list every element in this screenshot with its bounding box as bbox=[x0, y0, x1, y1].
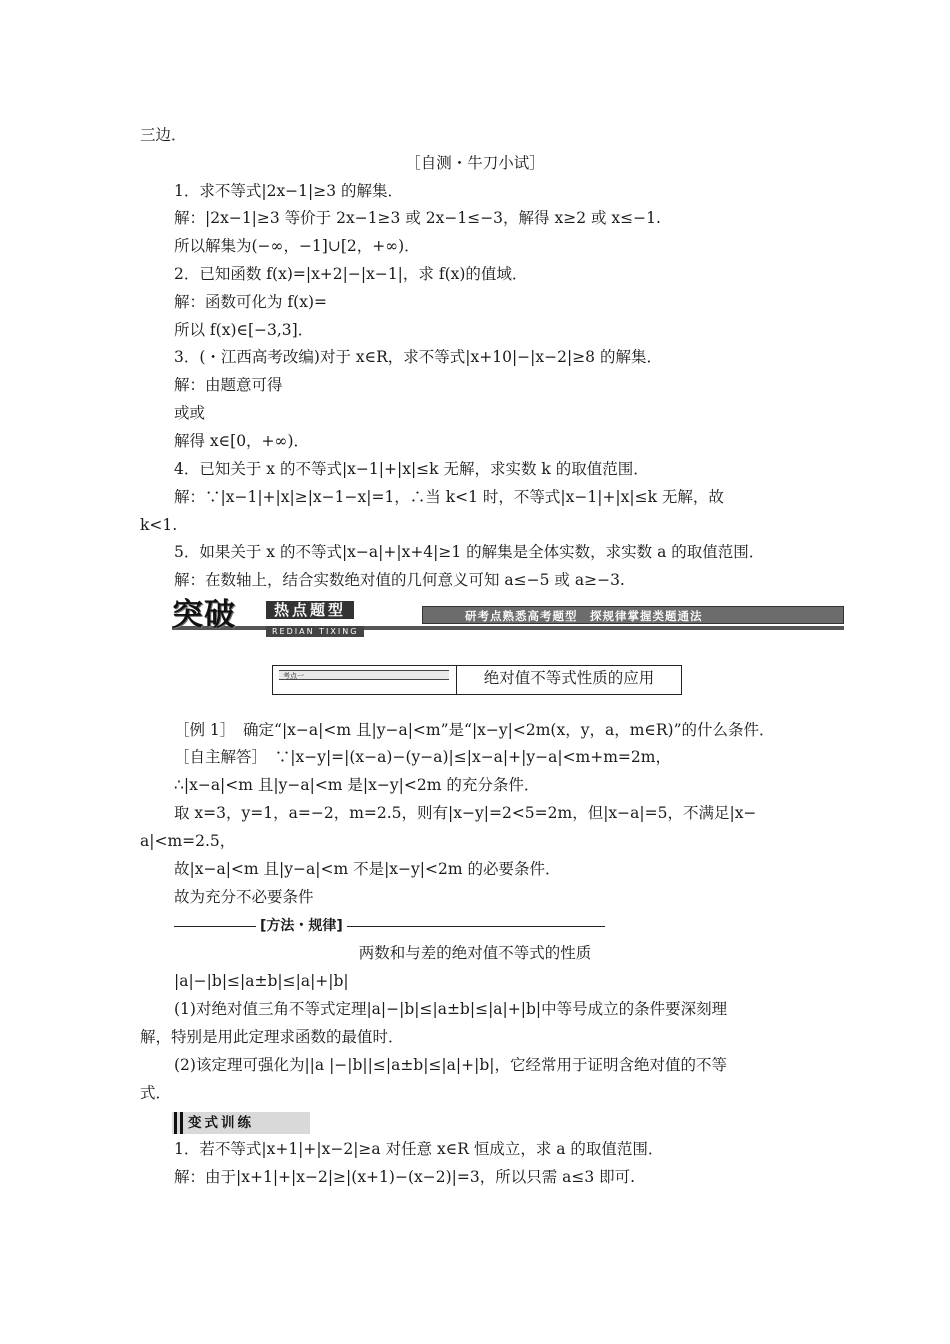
problem-4: 4．已知关于 x 的不等式|x−1|+|x|≤k 无解，求实数 k 的取值范围． bbox=[174, 460, 649, 478]
banner-slogan: 研考点熟悉高考题型 探规律掌握类题通法 bbox=[422, 606, 844, 624]
method-point-1-cont: 解，特别是用此定理求函数的最值时． bbox=[140, 1028, 404, 1046]
banner-title-wrap bbox=[172, 598, 236, 632]
variant-training-label: 变式训练 bbox=[188, 1115, 254, 1131]
method-title: 两数和与差的绝对值不等式的性质 bbox=[358, 944, 592, 962]
solution-2: 解：函数可化为 f(x)= bbox=[174, 293, 327, 311]
method-point-2-cont: 式． bbox=[140, 1084, 172, 1102]
section-heading-self-test: ［自测・牛刀小试］ bbox=[405, 154, 545, 172]
solution-3-result: 解得 x∈[0，+∞)． bbox=[174, 432, 309, 450]
example-1-conclusion: 故为充分不必要条件 bbox=[174, 888, 314, 906]
example-1-answer-4: a|<m=2.5， bbox=[140, 832, 236, 850]
example-1-answer-2: ∴|x−a|<m 且|y−a|<m 是|x−y|<2m 的充分条件． bbox=[174, 776, 540, 794]
variant-solution-1: 解：由于|x+1|+|x−2|≥|(x+1)−(x−2)|=3，所以只需 a≤3 即可. bbox=[174, 1168, 636, 1186]
method-formula: |a|−|b|≤|a±b|≤|a|+|b| bbox=[174, 972, 349, 990]
solution-4-cont: k<1. bbox=[140, 516, 178, 534]
topic-title: 绝对值不等式性质的应用 bbox=[483, 669, 655, 687]
problem-2: 2．已知函数 f(x)=|x+2|−|x−1|，求 f(x)的值域． bbox=[174, 265, 528, 283]
rule-right bbox=[347, 926, 605, 927]
topic-box bbox=[272, 665, 682, 695]
solution-1: 解：|2x−1|≥3 等价于 2x−1≥3 或 2x−1≤−3，解得 x≥2 或 x≤−1. bbox=[174, 209, 661, 227]
solution-1-cont: 所以解集为(−∞，−1]∪[2，+∞)． bbox=[174, 237, 420, 255]
section-banner bbox=[172, 597, 844, 636]
problem-5: 5．如果关于 x 的不等式|x−a|+|x+4|≥1 的解集是全体实数，求实数 a 的取值范围． bbox=[174, 543, 765, 561]
variant-problem-1: 1．若不等式|x+1|+|x−2|≥a 对任意 x∈R 恒成立，求 a 的取值范围． bbox=[174, 1140, 664, 1158]
example-1-answer-5: 故|x−a|<m 且|y−a|<m 不是|x−y|<2m 的必要条件． bbox=[174, 860, 561, 878]
rule-left bbox=[174, 926, 256, 927]
method-point-2: (2)该定理可强化为||a |−|b||≤|a±b|≤|a|+|b|，它经常用于证明含绝对值的不等 bbox=[174, 1056, 727, 1074]
variant-training-header bbox=[172, 1112, 310, 1134]
solution-2-cont: 所以 f(x)∈[−3,3]． bbox=[174, 321, 314, 339]
solution-3: 解：由题意可得 bbox=[174, 376, 283, 394]
example-1: ［例 1］ 确定“|x−a|<m 且|y−a|<m”是“|x−y|<2m(x，y，a，m∈R)”的什么条件． bbox=[174, 721, 775, 739]
method-label: [方法・规律] bbox=[260, 918, 343, 934]
problem-3: 3．(・江西高考改编)对于 x∈R，求不等式|x+10|−|x−2|≥8 的解集． bbox=[174, 348, 662, 366]
example-1-answer-3: 取 x=3，y=1，a=−2，m=2.5，则有|x−y|=2<5=2m，但|x−a|=5，不满足|x− bbox=[174, 804, 757, 822]
banner-title: 突破 bbox=[172, 597, 236, 633]
topic-tag: 考点一 bbox=[279, 670, 449, 680]
banner-subtitle-en: REDIAN TIXING bbox=[266, 626, 364, 637]
example-1-answer: ［自主解答］ ∵|x−y|=|(x−a)−(y−a)|≤|x−a|+|y−a|<m+m=2m， bbox=[174, 748, 671, 766]
solution-5: 解：在数轴上，结合实数绝对值的几何意义可知 a≤−5 或 a≥−3. bbox=[174, 571, 625, 589]
method-heading bbox=[174, 916, 605, 936]
banner-subtitle bbox=[266, 600, 421, 638]
text-line: 三边． bbox=[140, 126, 187, 144]
problem-1: 1．求不等式|2x−1|≥3 的解集． bbox=[174, 182, 404, 200]
solution-3-cont: 或或 bbox=[174, 404, 206, 422]
method-point-1: (1)对绝对值三角不等式定理|a|−|b|≤|a±b|≤|a|+|b|中等号成立的条件要深刻理 bbox=[174, 1000, 728, 1018]
banner-subtitle-cn: 热点题型 bbox=[266, 601, 354, 619]
solution-4: 解：∵|x−1|+|x|≥|x−1−x|=1，∴当 k<1 时，不等式|x−1|+|x|≤k 无解，故 bbox=[174, 488, 724, 506]
